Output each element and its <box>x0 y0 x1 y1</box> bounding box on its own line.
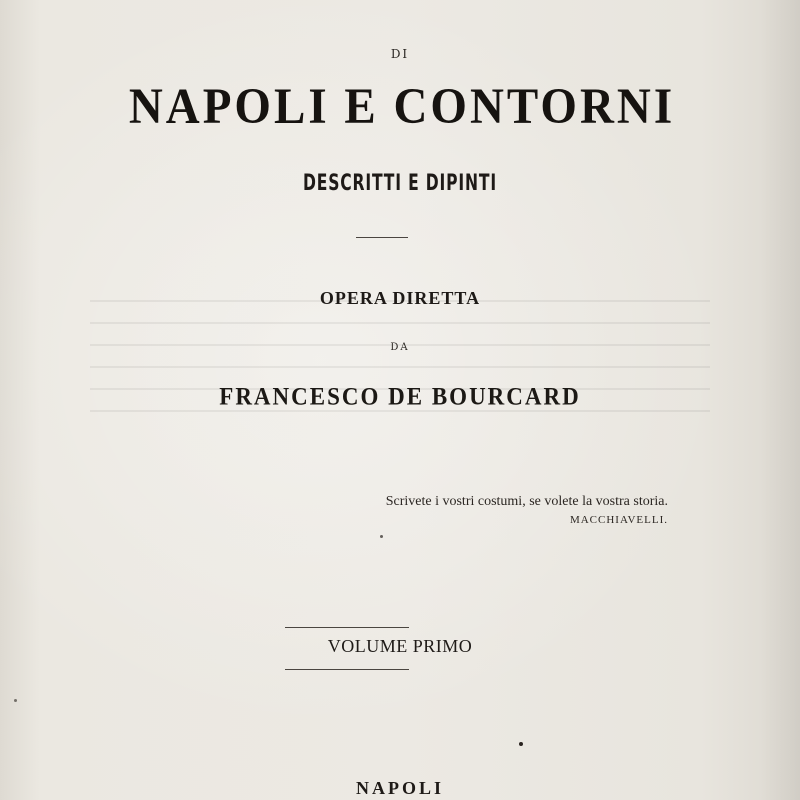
title-preposition: DI <box>390 47 410 61</box>
epigraph-quote: Scrivete i vostri costumi, se volete la vostra storia. <box>385 494 668 509</box>
epigraph-attribution: MACCHIAVELLI. <box>569 514 668 526</box>
divider-rule <box>356 237 408 238</box>
opera-line: OPERA DIRETTA <box>319 288 481 308</box>
author-name: FRANCESCO DE BOURCARD <box>219 382 581 411</box>
imprint-city: NAPOLI <box>355 778 444 798</box>
ink-speck <box>380 535 383 538</box>
volume-label: VOLUME PRIMO <box>327 636 473 656</box>
book-title: NAPOLI E CONTORNI <box>128 78 676 136</box>
ink-speck <box>14 699 17 702</box>
volume-rule-top <box>285 627 409 628</box>
da-line: DA <box>390 342 410 353</box>
ink-speck <box>519 742 523 746</box>
volume-rule-bottom <box>285 669 409 670</box>
book-subtitle: DESCRITTI E DIPINTI <box>303 170 497 196</box>
